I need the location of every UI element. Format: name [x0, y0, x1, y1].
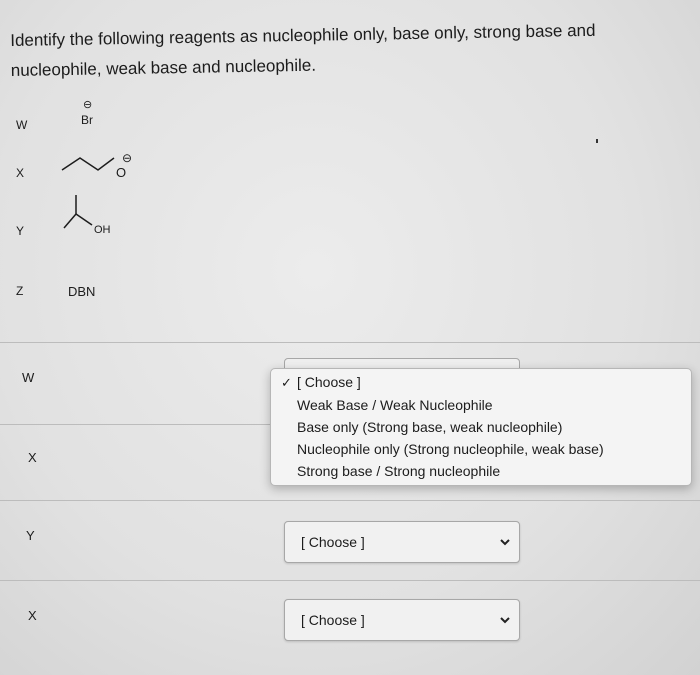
dropdown-option-weak-base-weak-nucleophile[interactable]: Weak Base / Weak Nucleophile — [297, 397, 493, 413]
row-divider — [0, 500, 700, 501]
alkoxide-oxygen: O — [116, 165, 127, 180]
dropdown-menu — [270, 368, 692, 486]
select-value: [ Choose ] — [301, 612, 365, 628]
dropdown-option-nucleophile-only[interactable]: Nucleophile only (Strong nucleophile, weak base) — [297, 441, 604, 457]
question-text — [10, 14, 671, 86]
dbn-label: DBN — [68, 284, 96, 299]
bromide-symbol: Br — [81, 113, 93, 127]
answer-select-y[interactable] — [284, 521, 520, 563]
dropdown-option-strong-base-strong-nucleophile[interactable]: Strong base / Strong nucleophile — [297, 463, 501, 479]
bond-left — [64, 214, 76, 228]
dropdown-option-choose[interactable]: [ Choose ] — [297, 374, 361, 390]
checkmark-icon: ✓ — [281, 375, 292, 390]
bond-right — [76, 214, 92, 225]
bromide-charge: ⊖ — [83, 99, 93, 111]
answer-label-w: W — [22, 370, 35, 385]
question-line-2: nucleophile, weak base and nucleophile. — [10, 55, 317, 80]
answer-label-x: X — [28, 450, 37, 465]
alkoxide-chain — [62, 158, 114, 170]
select-value: [ Choose ] — [301, 534, 365, 550]
question-line-1: Identify the following reagents as nucleophile only, base only, strong base and — [10, 20, 596, 50]
reagent-label-x: X — [16, 166, 25, 180]
chevron-down-icon — [499, 614, 511, 626]
reagent-label-y: Y — [16, 224, 25, 238]
alkoxide-structure — [58, 145, 168, 190]
reagent-label-w: W — [16, 118, 28, 132]
bromide-structure — [70, 95, 110, 135]
answer-select-x2[interactable] — [284, 599, 520, 641]
chevron-down-icon — [499, 536, 511, 548]
answer-label-y: Y — [26, 528, 35, 543]
hydroxyl-label: OH — [94, 224, 111, 236]
answer-label-x2: X — [28, 608, 37, 623]
reagent-label-z: Z — [16, 284, 24, 298]
stray-mark — [596, 139, 598, 143]
row-divider — [0, 342, 700, 343]
dropdown-option-base-only[interactable]: Base only (Strong base, weak nucleophile) — [297, 419, 563, 435]
row-divider — [0, 580, 700, 581]
row-divider — [0, 424, 280, 425]
alkoxide-charge: ⊖ — [122, 151, 133, 165]
tert-butanol-structure — [60, 192, 140, 242]
